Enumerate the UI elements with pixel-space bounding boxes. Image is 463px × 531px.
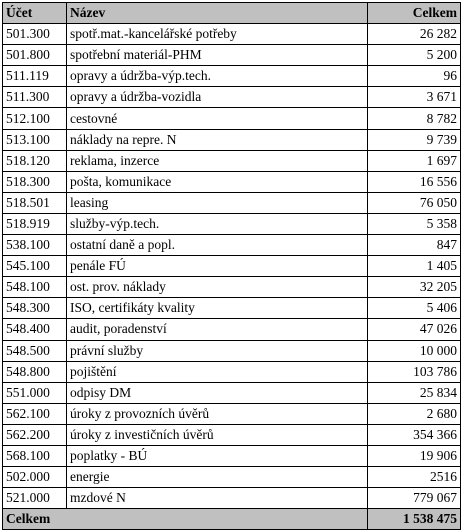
table-row [3,171,461,192]
total-cell: 2516 [368,467,461,488]
name-cell: spotřební materiál-PHM [67,45,368,66]
total-cell: 779 067 [368,488,461,509]
name-cell: energie [67,467,368,488]
total-cell: 10 000 [368,340,461,361]
expense-table [2,2,461,530]
name-cell: ost. prov. náklady [67,277,368,298]
total-cell: 5 200 [368,45,461,66]
account-cell: 548.800 [3,361,67,382]
total-cell: 354 366 [368,424,461,445]
total-cell: 847 [368,235,461,256]
total-cell: 96 [368,66,461,87]
account-cell: 562.200 [3,424,67,445]
table-row [3,277,461,298]
account-cell: 551.000 [3,382,67,403]
table-row [3,235,461,256]
account-cell: 548.500 [3,340,67,361]
name-cell: mzdové N [67,488,368,509]
table-row [3,382,461,403]
header-total: Celkem [368,3,461,24]
account-cell: 501.300 [3,24,67,45]
total-cell: 3 671 [368,87,461,108]
account-cell: 511.300 [3,87,67,108]
account-cell: 502.000 [3,467,67,488]
name-cell: spotř.mat.-kancelářské potřeby [67,24,368,45]
table-row [3,467,461,488]
table-row [3,424,461,445]
table-row [3,66,461,87]
account-cell: 518.501 [3,192,67,213]
table-row [3,256,461,277]
name-cell: náklady na repre. N [67,129,368,150]
account-cell: 511.119 [3,66,67,87]
name-cell: opravy a údržba-výp.tech. [67,66,368,87]
name-cell: penále FÚ [67,256,368,277]
name-cell: právní služby [67,340,368,361]
table-row [3,129,461,150]
table-row [3,361,461,382]
table-row [3,108,461,129]
account-cell: 518.300 [3,171,67,192]
table-row [3,24,461,45]
name-cell: audit, poradenství [67,319,368,340]
account-cell: 548.100 [3,277,67,298]
name-cell: ostatní daně a popl. [67,235,368,256]
table-row [3,445,461,466]
table-footer [3,509,461,530]
name-cell: pošta, komunikace [67,171,368,192]
table-row [3,319,461,340]
account-cell: 545.100 [3,256,67,277]
total-label: Celkem [3,509,368,530]
name-cell: reklama, inzerce [67,150,368,171]
table-row [3,488,461,509]
total-cell: 103 786 [368,361,461,382]
total-cell: 2 680 [368,403,461,424]
table-row [3,192,461,213]
total-cell: 5 406 [368,298,461,319]
table-row [3,298,461,319]
total-row [3,509,461,530]
total-cell: 5 358 [368,213,461,234]
total-cell: 19 906 [368,445,461,466]
header-name: Název [67,3,368,24]
table-body [3,24,461,509]
account-cell: 501.800 [3,45,67,66]
account-cell: 521.000 [3,488,67,509]
total-cell: 1 405 [368,256,461,277]
name-cell: pojištění [67,361,368,382]
header-account: Účet [3,3,67,24]
table-header [3,3,461,24]
total-cell: 26 282 [368,24,461,45]
name-cell: služby-výp.tech. [67,213,368,234]
name-cell: úroky z investičních úvěrů [67,424,368,445]
total-cell: 16 556 [368,171,461,192]
table-row [3,150,461,171]
account-cell: 548.400 [3,319,67,340]
account-cell: 518.919 [3,213,67,234]
account-cell: 512.100 [3,108,67,129]
table-row [3,87,461,108]
name-cell: opravy a údržba-vozidla [67,87,368,108]
total-cell: 1 697 [368,150,461,171]
name-cell: ISO, certifikáty kvality [67,298,368,319]
total-cell: 32 205 [368,277,461,298]
total-cell: 47 026 [368,319,461,340]
account-cell: 518.120 [3,150,67,171]
account-cell: 562.100 [3,403,67,424]
table-row [3,45,461,66]
account-cell: 548.300 [3,298,67,319]
name-cell: leasing [67,192,368,213]
total-cell: 76 050 [368,192,461,213]
name-cell: odpisy DM [67,382,368,403]
table-row [3,340,461,361]
total-cell: 9 739 [368,129,461,150]
header-row [3,3,461,24]
table-row [3,213,461,234]
name-cell: poplatky - BÚ [67,445,368,466]
account-cell: 538.100 [3,235,67,256]
name-cell: cestovné [67,108,368,129]
account-cell: 568.100 [3,445,67,466]
total-cell: 25 834 [368,382,461,403]
total-cell: 8 782 [368,108,461,129]
name-cell: úroky z provozních úvěrů [67,403,368,424]
grand-total: 1 538 475 [368,509,461,530]
account-cell: 513.100 [3,129,67,150]
table-row [3,403,461,424]
